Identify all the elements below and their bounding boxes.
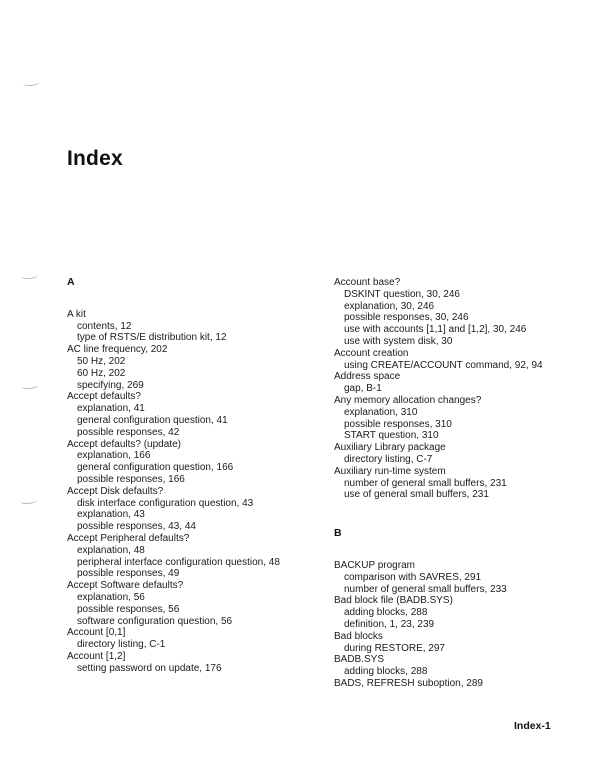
- index-subentry: explanation, 166: [77, 450, 151, 462]
- index-subentry: possible responses, 56: [77, 603, 180, 615]
- index-subentry: possible responses, 30, 246: [344, 312, 469, 324]
- index-subentry: adding blocks, 288: [344, 607, 428, 619]
- index-entry: [67, 580, 329, 627]
- index-term: Bad blocks: [334, 630, 383, 642]
- index-subentry: directory listing, C-7: [344, 453, 433, 465]
- index-term: Auxiliary Library package: [334, 442, 446, 454]
- index-subentry: 60 Hz, 202: [77, 367, 126, 379]
- index-term: AC line frequency, 202: [67, 344, 168, 356]
- index-entry: [334, 371, 584, 395]
- index-entry: [67, 651, 329, 675]
- index-subentry: using CREATE/ACCOUNT command, 92, 94: [344, 359, 543, 371]
- index-subentry: START question, 310: [344, 430, 439, 442]
- index-term: Accept Peripheral defaults?: [67, 532, 190, 544]
- page-title: Index: [67, 147, 123, 171]
- index-term: BADS, REFRESH suboption, 289: [334, 677, 483, 689]
- index-subentry: contents, 12: [77, 320, 132, 332]
- index-term: Accept defaults? (update): [67, 438, 181, 450]
- scan-artifact-mark: [20, 496, 38, 505]
- index-term: Bad block file (BADB.SYS): [334, 595, 453, 607]
- index-entry: [67, 486, 329, 533]
- index-section-letter: B: [334, 527, 342, 540]
- index-term: Any memory allocation changes?: [334, 394, 482, 406]
- index-term: Accept Software defaults?: [67, 580, 184, 592]
- index-subentry: use with accounts [1,1] and [1,2], 30, 246: [344, 324, 527, 336]
- index-subentry: type of RSTS/E distribution kit, 12: [77, 332, 227, 344]
- index-entry: [67, 627, 329, 651]
- index-subentry: explanation, 56: [77, 591, 145, 603]
- index-entry: [334, 560, 584, 595]
- index-subentry: definition, 1, 23, 239: [344, 618, 435, 630]
- index-section-letter: A: [67, 276, 75, 288]
- index-subentry: possible responses, 166: [77, 473, 185, 485]
- index-subentry: explanation, 30, 246: [344, 300, 435, 312]
- index-subentry: explanation, 310: [344, 406, 418, 418]
- index-term: Accept Disk defaults?: [67, 485, 164, 497]
- index-entry: [334, 466, 584, 501]
- index-subentry: peripheral interface configuration question, 48: [77, 556, 280, 568]
- index-subentry: explanation, 48: [77, 544, 145, 556]
- index-subentry: number of general small buffers, 233: [344, 583, 507, 595]
- index-subentry: number of general small buffers, 231: [344, 477, 507, 489]
- index-term: BACKUP program: [334, 559, 415, 571]
- index-term: Account [0,1]: [67, 627, 126, 639]
- index-entry: [67, 344, 329, 391]
- index-column-left: [67, 277, 329, 675]
- index-subentry: possible responses, 43, 44: [77, 521, 196, 533]
- index-subentry: general configuration question, 166: [77, 462, 234, 474]
- index-subentry: during RESTORE, 297: [344, 642, 445, 654]
- index-column-right: [334, 277, 584, 690]
- index-subentry: DSKINT question, 30, 246: [344, 288, 460, 300]
- index-subentry: possible responses, 42: [77, 426, 180, 438]
- index-subentry: comparison with SAVRES, 291: [344, 571, 482, 583]
- index-term: Account base?: [334, 277, 401, 288]
- index-subentry: 50 Hz, 202: [77, 355, 126, 367]
- index-entry: [334, 395, 584, 442]
- index-entry: [67, 391, 329, 438]
- index-entry: [334, 277, 584, 348]
- index-entry: [67, 533, 329, 580]
- index-subentry: explanation, 41: [77, 403, 145, 415]
- index-entry: [334, 654, 584, 678]
- page-number: Index-1: [514, 720, 551, 732]
- index-entry: [67, 439, 329, 486]
- index-subentry: specifying, 269: [77, 379, 144, 391]
- index-subentry: software configuration question, 56: [77, 615, 233, 627]
- index-term: A kit: [67, 308, 86, 320]
- index-term: BADB.SYS: [334, 654, 385, 666]
- index-term: Auxiliary run-time system: [334, 465, 446, 477]
- index-subentry: general configuration question, 41: [77, 414, 228, 426]
- index-subentry: possible responses, 49: [77, 568, 180, 580]
- index-subentry: directory listing, C-1: [77, 639, 166, 651]
- scan-artifact-mark: [21, 271, 39, 280]
- index-entry: [334, 595, 584, 630]
- index-entry: [334, 631, 584, 655]
- index-subentry: use of general small buffers, 231: [344, 489, 489, 501]
- index-subentry: use with system disk, 30: [344, 335, 453, 347]
- index-subentry: disk interface configuration question, 43: [77, 497, 254, 509]
- index-term: Accept defaults?: [67, 391, 141, 403]
- index-subentry: adding blocks, 288: [344, 666, 428, 678]
- index-entry: [334, 348, 584, 372]
- index-entry: [67, 309, 329, 344]
- index-term: Account [1,2]: [67, 650, 126, 662]
- index-term: Account creation: [334, 347, 409, 359]
- index-subentry: explanation, 43: [77, 509, 145, 521]
- index-subentry: possible responses, 310: [344, 418, 452, 430]
- index-subentry: gap, B-1: [344, 383, 382, 395]
- scan-artifact-mark: [23, 78, 41, 87]
- index-entry: [334, 442, 584, 466]
- index-entry: [334, 678, 584, 690]
- scan-artifact-mark: [21, 381, 39, 390]
- index-subentry: setting password on update, 176: [77, 662, 222, 674]
- index-term: Address space: [334, 371, 401, 383]
